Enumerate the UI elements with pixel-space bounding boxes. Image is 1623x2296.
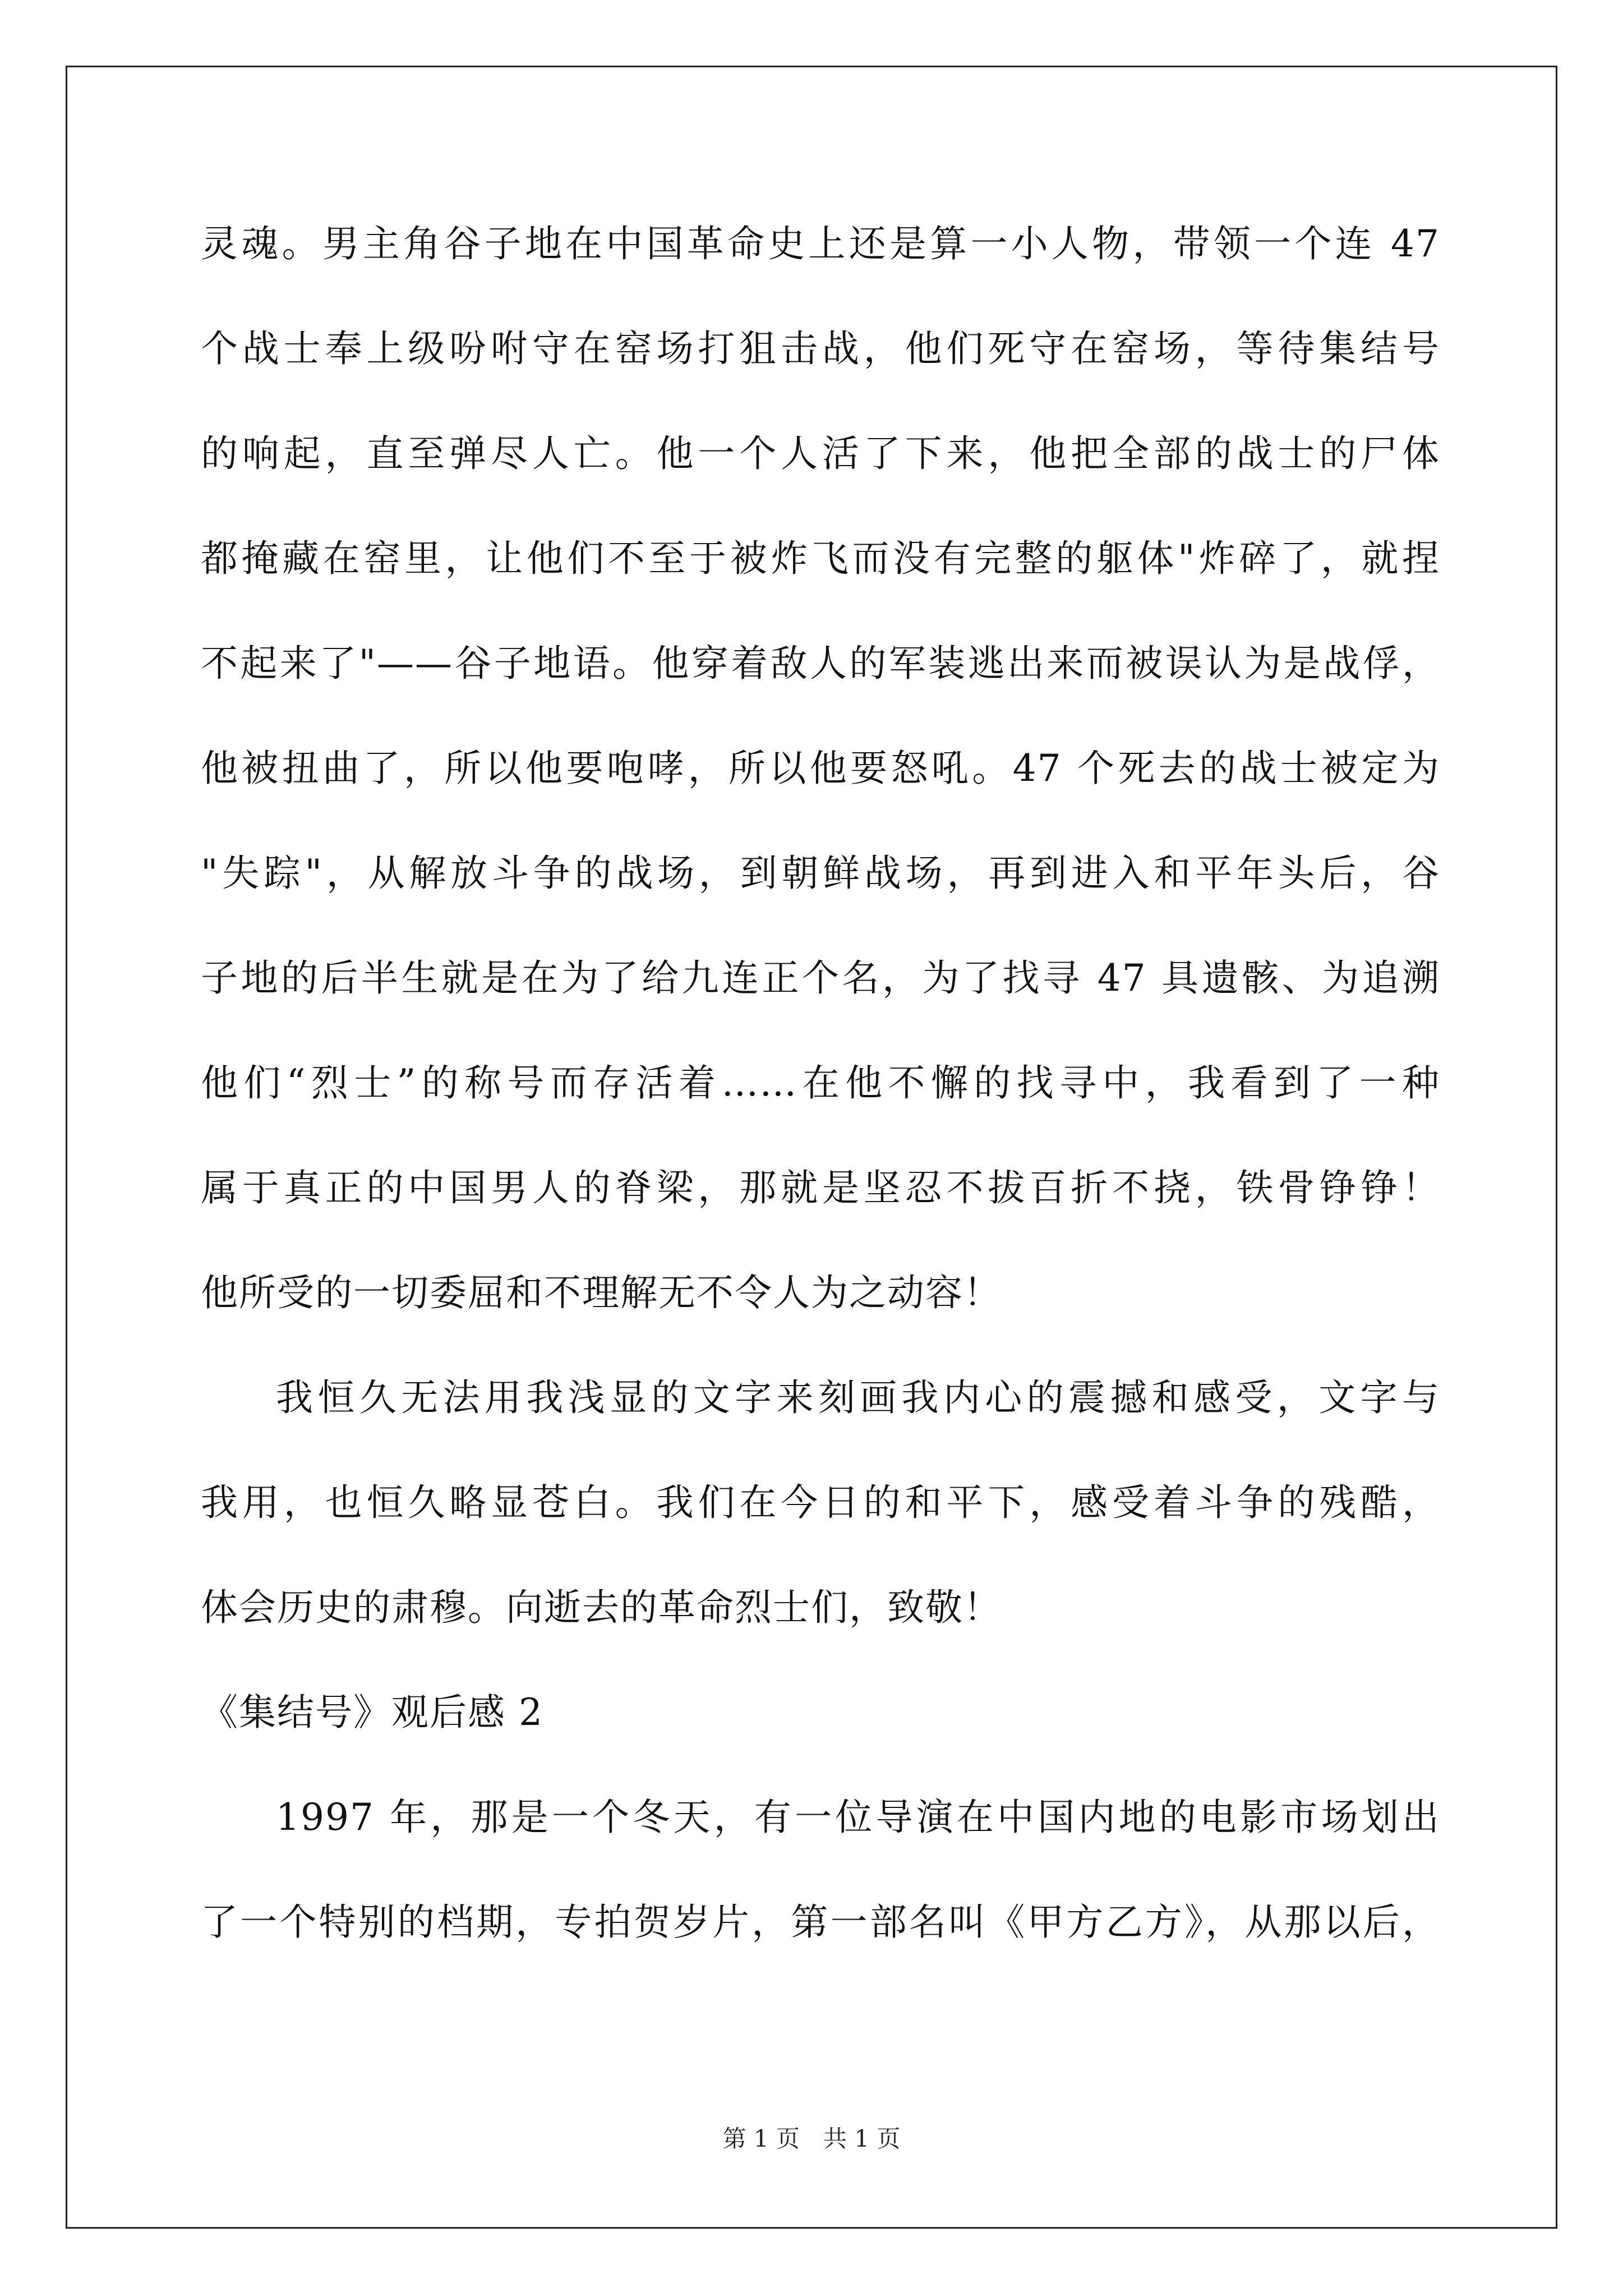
text-line: 了一个特别的档期，专拍贺岁片，第一部名叫《甲方乙方》，从那以后， — [201, 1901, 1440, 1944]
section-heading: 《集结号》观后感 2 — [201, 1691, 543, 1734]
text-line: 的响起，直至弹尽人亡。他一个人活了下来，他把全部的战士的尸体 — [201, 432, 1440, 475]
text-line: 体会历史的肃穆。向逝去的革命烈士们，致敬！ — [201, 1586, 1002, 1629]
text-line: 个战士奉上级吩咐守在窑场打狙击战，他们死守在窑场，等待集结号 — [201, 327, 1440, 370]
text-line: 灵魂。男主角谷子地在中国革命史上还是算一小人物，带领一个连 47 — [201, 222, 1440, 265]
text-line: 子地的后半生就是在为了给九连正个名，为了找寻 47 具遗骸、为追溯 — [201, 956, 1440, 1000]
text-line: 我用，也恒久略显苍白。我们在今日的和平下，感受着斗争的残酷， — [201, 1481, 1440, 1524]
text-line: 他被扭曲了，所以他要咆哮，所以他要怒吼。47 个死去的战士被定为 — [201, 747, 1440, 790]
page-number: 第 1 页 共 1 页 — [722, 2125, 901, 2152]
text-line: "失踪"，从解放斗争的战场，到朝鲜战场，再到进入和平年头后，谷 — [201, 852, 1440, 895]
text-line: 不起来了"——谷子地语。他穿着敌人的军装逃出来而被误认为是战俘， — [201, 642, 1440, 685]
text-line: 属于真正的中国男人的脊梁，那就是坚忍不拔百折不挠，铁骨铮铮！ — [201, 1166, 1440, 1209]
text-line: 我恒久无法用我浅显的文字来刻画我内心的震撼和感受，文字与 — [276, 1376, 1440, 1419]
document-body — [201, 219, 1440, 2002]
text-line: 他们“烈士”的称号而存活着……在他不懈的找寻中，我看到了一种 — [201, 1061, 1440, 1105]
text-line: 1997 年，那是一个冬天，有一位导演在中国内地的电影市场划出 — [276, 1796, 1440, 1839]
text-line: 他所受的一切委屈和不理解无不令人为之动容！ — [201, 1271, 1002, 1314]
text-line: 都掩藏在窑里，让他们不至于被炸飞而没有完整的躯体"炸碎了，就捏 — [201, 537, 1440, 580]
